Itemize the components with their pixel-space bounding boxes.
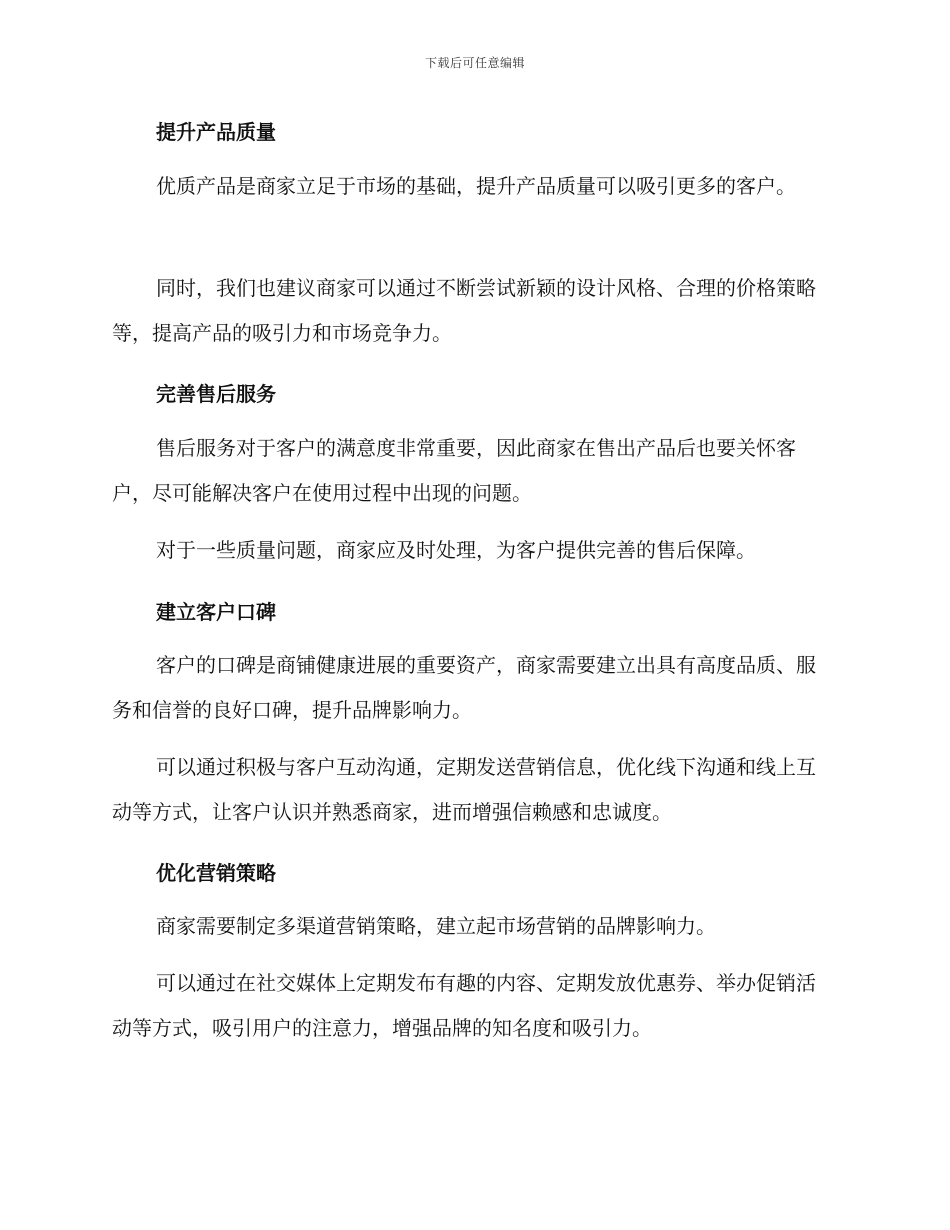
paragraph: 客户的口碑是商铺健康进展的重要资产，商家需要建立出具有高度品质、服务和信誉的良好口碑，提升品牌影响力。 [112, 653, 816, 722]
paragraph: 售后服务对于客户的满意度非常重要，因此商家在售出产品后也要关怀客户，尽可能解决客户在使用过程中出现的问题。 [112, 436, 796, 505]
paragraph: 可以通过在社交媒体上定期发布有趣的内容、定期发放优惠券、举办促销活动等方式，吸引用户的注意力，增强品牌的知名度和吸引力。 [112, 971, 816, 1040]
paragraph: 优质产品是商家立足于市场的基础，提升产品质量可以吸引更多的客户。 [156, 174, 796, 198]
page-header: 下载后可任意编辑 [424, 56, 525, 70]
paragraph: 商家需要制定多渠道营销策略，建立起市场营销的品牌影响力。 [156, 914, 716, 938]
paragraph: 可以通过积极与客户互动沟通，定期发送营销信息，优化线下沟通和线上互动等方式，让客户认识并熟悉商家，进而增强信赖感和忠诚度。 [112, 755, 816, 824]
section-heading: 提升产品质量 [156, 120, 276, 144]
paragraph: 对于一些质量问题，商家应及时处理，为客户提供完善的售后保障。 [156, 538, 756, 562]
section-heading: 优化营销策略 [156, 861, 276, 885]
section-heading: 完善售后服务 [156, 382, 276, 406]
section-heading: 建立客户口碑 [156, 600, 276, 624]
paragraph: 同时，我们也建议商家可以通过不断尝试新颖的设计风格、合理的价格策略等，提高产品的吸引力和市场竞争力。 [112, 276, 816, 345]
